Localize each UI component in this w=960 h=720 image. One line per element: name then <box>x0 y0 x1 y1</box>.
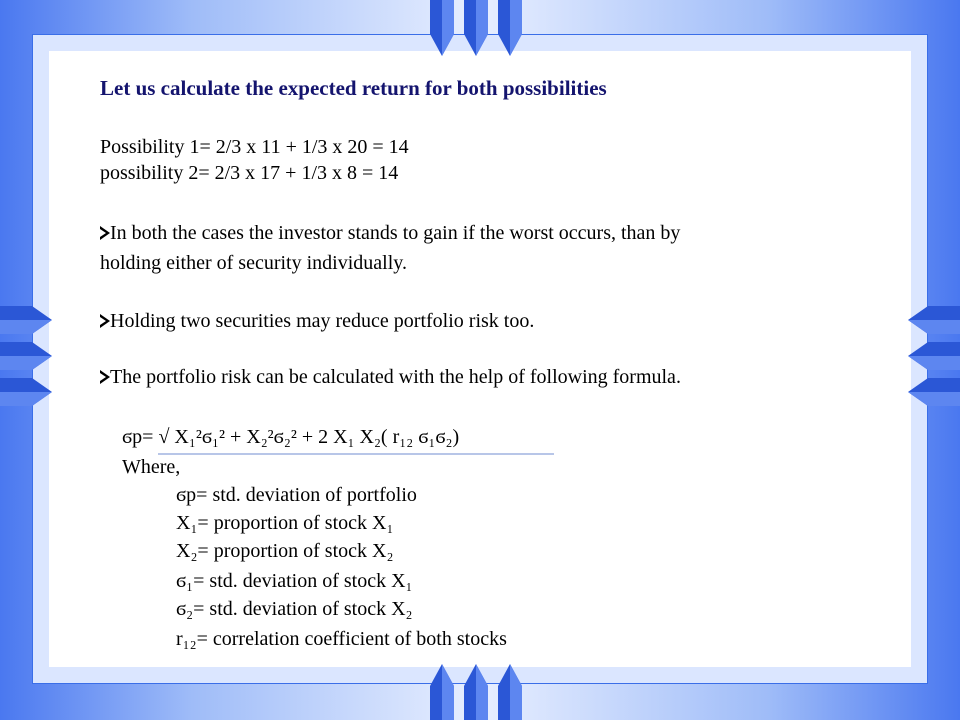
right-decoration <box>906 304 960 408</box>
definition-item: X₁= proportion of stock X₁ <box>176 512 394 534</box>
top-decoration <box>428 0 528 58</box>
arrow-bullet-icon <box>100 370 110 384</box>
arrow-bullet-icon <box>100 226 110 240</box>
decoration-triangle-icon <box>0 306 52 406</box>
definition-item: ϭp= std. deviation of portfolio <box>176 484 417 506</box>
bullet-1-continuation: holding either of security individually. <box>100 252 407 274</box>
slide-title: Let us calculate the expected return for both possibilities <box>100 76 607 100</box>
slide-frame <box>32 34 928 684</box>
decoration-triangle-icon <box>430 0 522 56</box>
decoration-triangle-icon <box>908 306 960 406</box>
bullet-3-text: The portfolio risk can be calculated with the help of following formula. <box>110 366 681 388</box>
formula-underline <box>158 453 554 455</box>
decoration-triangle-icon <box>430 664 522 720</box>
bullet-3 <box>100 364 681 390</box>
bottom-decoration <box>428 662 528 720</box>
arrow-bullet-icon <box>100 314 110 328</box>
bullet-2-text: Holding two securities may reduce portfolio risk too. <box>110 310 535 332</box>
bullet-1 <box>100 220 680 246</box>
bullet-1-text: In both the cases the investor stands to gain if the worst occurs, than by <box>110 222 681 244</box>
possibility-2: possibility 2= 2/3 x 17 + 1/3 x 8 = 14 <box>100 162 399 184</box>
portfolio-risk-formula: ϭp= √ X₁²ϭ₁² + X₂²ϭ₂² + 2 X₁ X₂( r₁₂ ϭ₁ϭ₂) <box>122 426 460 448</box>
definition-item: r₁₂= correlation coefficient of both stocks <box>176 628 507 650</box>
definition-item: ϭ₁= std. deviation of stock X₁ <box>176 570 413 592</box>
where-label: Where, <box>122 456 181 478</box>
definition-item: X₂= proportion of stock X₂ <box>176 540 394 562</box>
possibility-1: Possibility 1= 2/3 x 11 + 1/3 x 20 = 14 <box>100 136 409 158</box>
left-decoration <box>0 304 54 408</box>
bullet-2 <box>100 308 534 334</box>
definition-item: ϭ₂= std. deviation of stock X₂ <box>176 598 413 620</box>
